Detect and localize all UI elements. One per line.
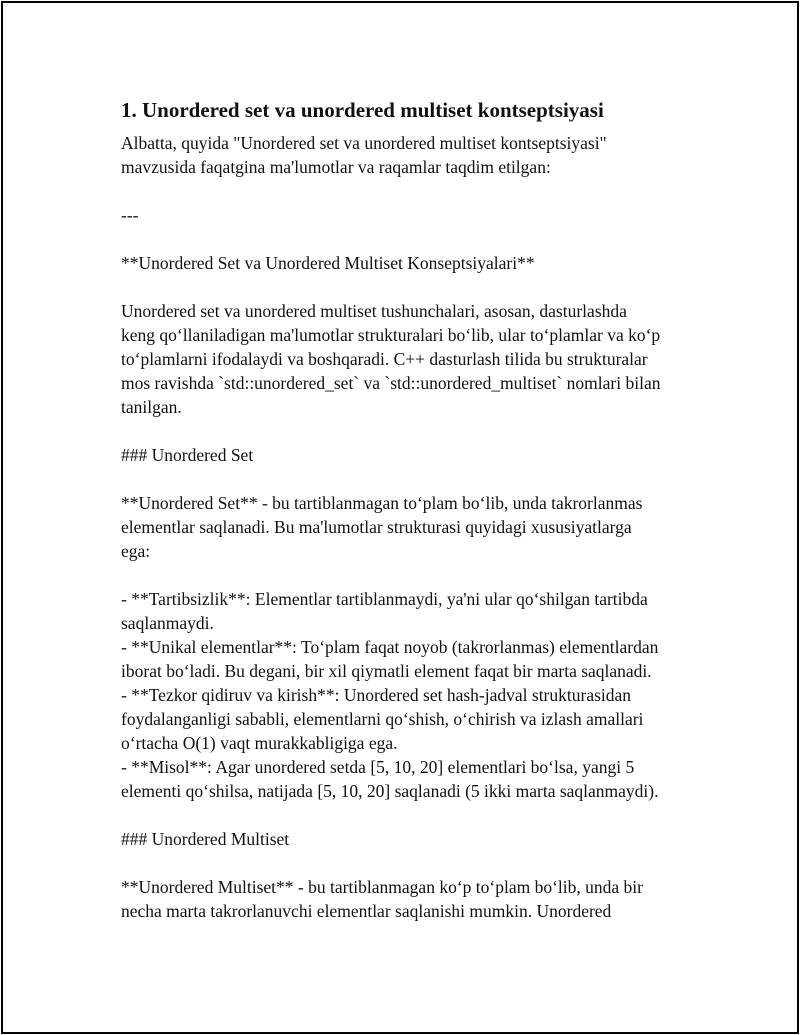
paragraph-container xyxy=(121,131,701,923)
text-line: ### Unordered Set xyxy=(121,445,254,465)
document-page xyxy=(1,1,799,1034)
text-line: iborat bo‘ladi. Bu degani, bir xil qiymatli element faqat bir marta saqlanadi. xyxy=(121,661,652,681)
paragraph xyxy=(121,827,701,851)
text-line: saqlanmaydi. xyxy=(121,613,214,633)
text-line: **Unordered Multiset** - bu tartiblanmagan ko‘p to‘plam bo‘lib, unda bir xyxy=(121,877,643,897)
text-line: elementlar saqlanadi. Bu ma'lumotlar strukturasi quyidagi xususiyatlarga xyxy=(121,517,632,537)
paragraph xyxy=(121,443,701,467)
text-line: necha marta takrorlanuvchi elementlar saqlanishi mumkin. Unordered xyxy=(121,901,612,921)
paragraph xyxy=(121,491,701,563)
text-line: Albatta, quyida "Unordered set va unordered multiset kontseptsiyasi" xyxy=(121,133,607,153)
text-line: - **Unikal elementlar**: To‘plam faqat noyob (takrorlanmas) elementlardan xyxy=(121,637,659,657)
text-line: keng qo‘llaniladigan ma'lumotlar strukturalari bo‘lib, ular to‘plamlar va ko‘p xyxy=(121,325,661,345)
text-line: - **Tartibsizlik**: Elementlar tartiblanmaydi, ya'ni ular qo‘shilgan tartibda xyxy=(121,589,648,609)
text-line: --- xyxy=(121,205,139,225)
text-line: - **Tezkor qidiruv va kirish**: Unordered set hash-jadval strukturasidan xyxy=(121,685,632,705)
paragraph xyxy=(121,203,701,227)
paragraph xyxy=(121,875,701,923)
text-line: Unordered set va unordered multiset tushunchalari, asosan, dasturlashda xyxy=(121,301,627,321)
text-line: ega: xyxy=(121,541,151,561)
text-line: **Unordered Set** - bu tartiblanmagan to‘plam bo‘lib, unda takrorlanmas xyxy=(121,493,643,513)
text-line: o‘rtacha O(1) vaqt murakkabligiga ega. xyxy=(121,733,398,753)
text-line: to‘plamlarni ifodalaydi va boshqaradi. C++ dasturlash tilida bu strukturalar xyxy=(121,349,648,369)
text-line: elementi qo‘shilsa, natijada [5, 10, 20] saqlanadi (5 ikki marta saqlanmaydi). xyxy=(121,781,659,801)
text-line: foydalanganligi sababli, elementlarni qo‘shish, o‘chirish va izlash amallari xyxy=(121,709,644,729)
text-line: **Unordered Set va Unordered Multiset Konseptsiyalari** xyxy=(121,253,535,273)
document-content xyxy=(121,95,701,947)
text-line: - **Misol**: Agar unordered setda [5, 10, 20] elementlari bo‘lsa, yangi 5 xyxy=(121,757,635,777)
text-line: ### Unordered Multiset xyxy=(121,829,290,849)
text-line: mavzusida faqatgina ma'lumotlar va raqamlar taqdim etilgan: xyxy=(121,157,551,177)
paragraph xyxy=(121,299,701,419)
text-line: mos ravishda `std::unordered_set` va `std::unordered_multiset` nomlari bilan xyxy=(121,373,661,393)
paragraph xyxy=(121,251,701,275)
paragraph xyxy=(121,587,701,803)
section-heading: 1. Unordered set va unordered multiset kontseptsiyasi xyxy=(121,98,604,122)
text-line: tanilgan. xyxy=(121,397,182,417)
paragraph xyxy=(121,131,701,179)
